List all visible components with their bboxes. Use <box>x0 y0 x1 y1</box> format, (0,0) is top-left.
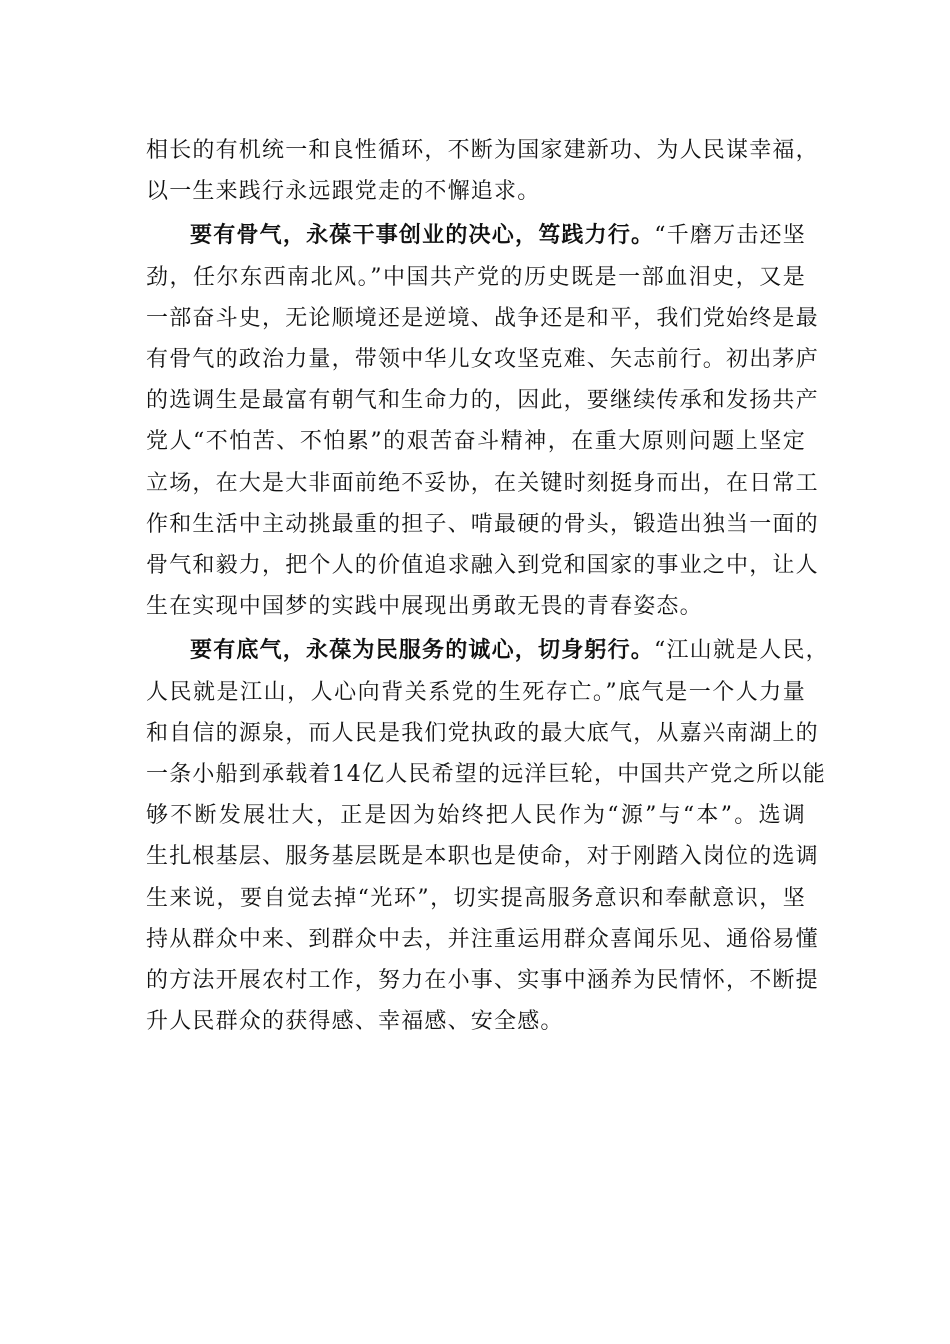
text-line: 骨气和毅力，把个人的价值追求融入到党和国家的事业之中，让人 <box>146 553 819 579</box>
text-line: 立场，在大是大非面前绝不妥协，在关键时刻挺身而出，在日常工 <box>146 470 819 496</box>
text-line: 劲，任尔东西南北风。”中国共产党的历史既是一部血泪史，又是 <box>146 264 806 290</box>
paragraph-continuation <box>146 130 819 212</box>
paragraph-confidence <box>146 630 829 1042</box>
paragraph-backbone <box>146 215 819 627</box>
text-line: 有骨气的政治力量，带领中华儿女攻坚克难、矢志前行。初出茅庐 <box>146 347 819 373</box>
text-line: 生在实现中国梦的实践中展现出勇敢无畏的青春姿态。 <box>146 594 703 620</box>
paragraph-lead-heading: 要有骨气，永葆干事创业的决心，笃践力行。 <box>190 222 655 249</box>
document-body <box>146 130 829 1045</box>
text-line: 一部奋斗史，无论顺境还是逆境、战争还是和平，我们党始终是最 <box>146 305 819 331</box>
paragraph-lead-heading: 要有底气，永葆为民服务的诚心，切身躬行。 <box>190 637 655 664</box>
text-line: 作和生活中主动挑最重的担子、啃最硬的骨头，锻造出独当一面的 <box>146 511 819 537</box>
text-line: 生来说，要自觉去掉“光环”，切实提高服务意识和奉献意识，坚 <box>146 885 806 911</box>
text-line: 生扎根基层、服务基层既是本职也是使命，对于刚踏入岗位的选调 <box>146 844 819 870</box>
text-line: 升人民群众的获得感、幸福感、安全感。 <box>146 1009 564 1035</box>
text-line: 一条小船到承载着14亿人民希望的远洋巨轮，中国共产党之所以能 <box>146 762 826 788</box>
text-line <box>146 630 829 671</box>
text-line: 党人“不怕苦、不怕累”的艰苦奋斗精神，在重大原则问题上坚定 <box>146 429 806 455</box>
text-line: 和自信的源泉，而人民是我们党执政的最大底气，从嘉兴南湖上的 <box>146 720 819 746</box>
text-line: 相长的有机统一和良性循环，不断为国家建新功、为人民谋幸福， <box>146 138 819 163</box>
text-segment: “江山就是人民， <box>654 638 829 664</box>
text-line: 够不断发展壮大，正是因为始终把人民作为“源”与“本”。选调 <box>146 803 806 829</box>
text-line: 以一生来践行永远跟党走的不懈追求。 <box>146 179 541 205</box>
text-line: 的选调生是最富有朝气和生命力的，因此，要继续传承和发扬共产 <box>146 388 819 414</box>
text-line <box>146 215 806 256</box>
text-line: 持从群众中来、到群众中去，并注重运用群众喜闻乐见、通俗易懂 <box>146 926 819 952</box>
text-segment: “千磨万击还坚 <box>654 223 806 249</box>
text-line: 的方法开展农村工作，努力在小事、实事中涵养为民情怀，不断提 <box>146 968 819 994</box>
text-line: 人民就是江山，人心向背关系党的生死存亡。”底气是一个人力量 <box>146 679 806 705</box>
